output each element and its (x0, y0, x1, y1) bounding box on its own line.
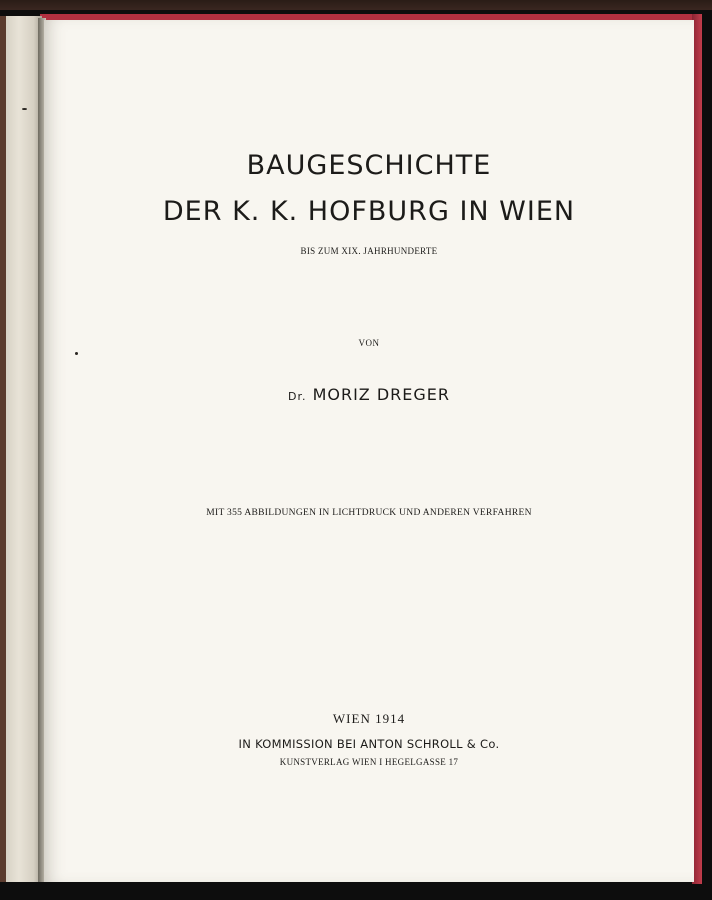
book-title-line-1: BAUGESCHICHTE (246, 150, 492, 181)
illustrations-note: MIT 355 ABBILDUNGEN IN LICHTDRUCK UND ANDEREN VERFAHREN (206, 508, 532, 518)
left-page-edge (0, 16, 42, 882)
book-title-line-2: DER K. K. HOFBURG IN WIEN (162, 196, 576, 227)
author-line (44, 385, 694, 404)
by-line: VON (358, 338, 380, 348)
paper-speck (75, 352, 78, 355)
paper-speck (22, 108, 27, 110)
author-prefix: Dr. (287, 390, 307, 403)
publisher-line: IN KOMMISSION BEI ANTON SCHROLL & Co. (238, 737, 500, 751)
book-binding-top (0, 0, 712, 10)
book-subtitle: BIS ZUM XIX. JAHRHUNDERTE (300, 246, 438, 256)
publisher-address: KUNSTVERLAG WIEN I HEGELGASSE 17 (279, 757, 459, 767)
author-name: MORIZ DREGER (312, 385, 451, 404)
book-cover-edge (0, 16, 6, 882)
place-and-year: WIEN 1914 (332, 711, 406, 726)
